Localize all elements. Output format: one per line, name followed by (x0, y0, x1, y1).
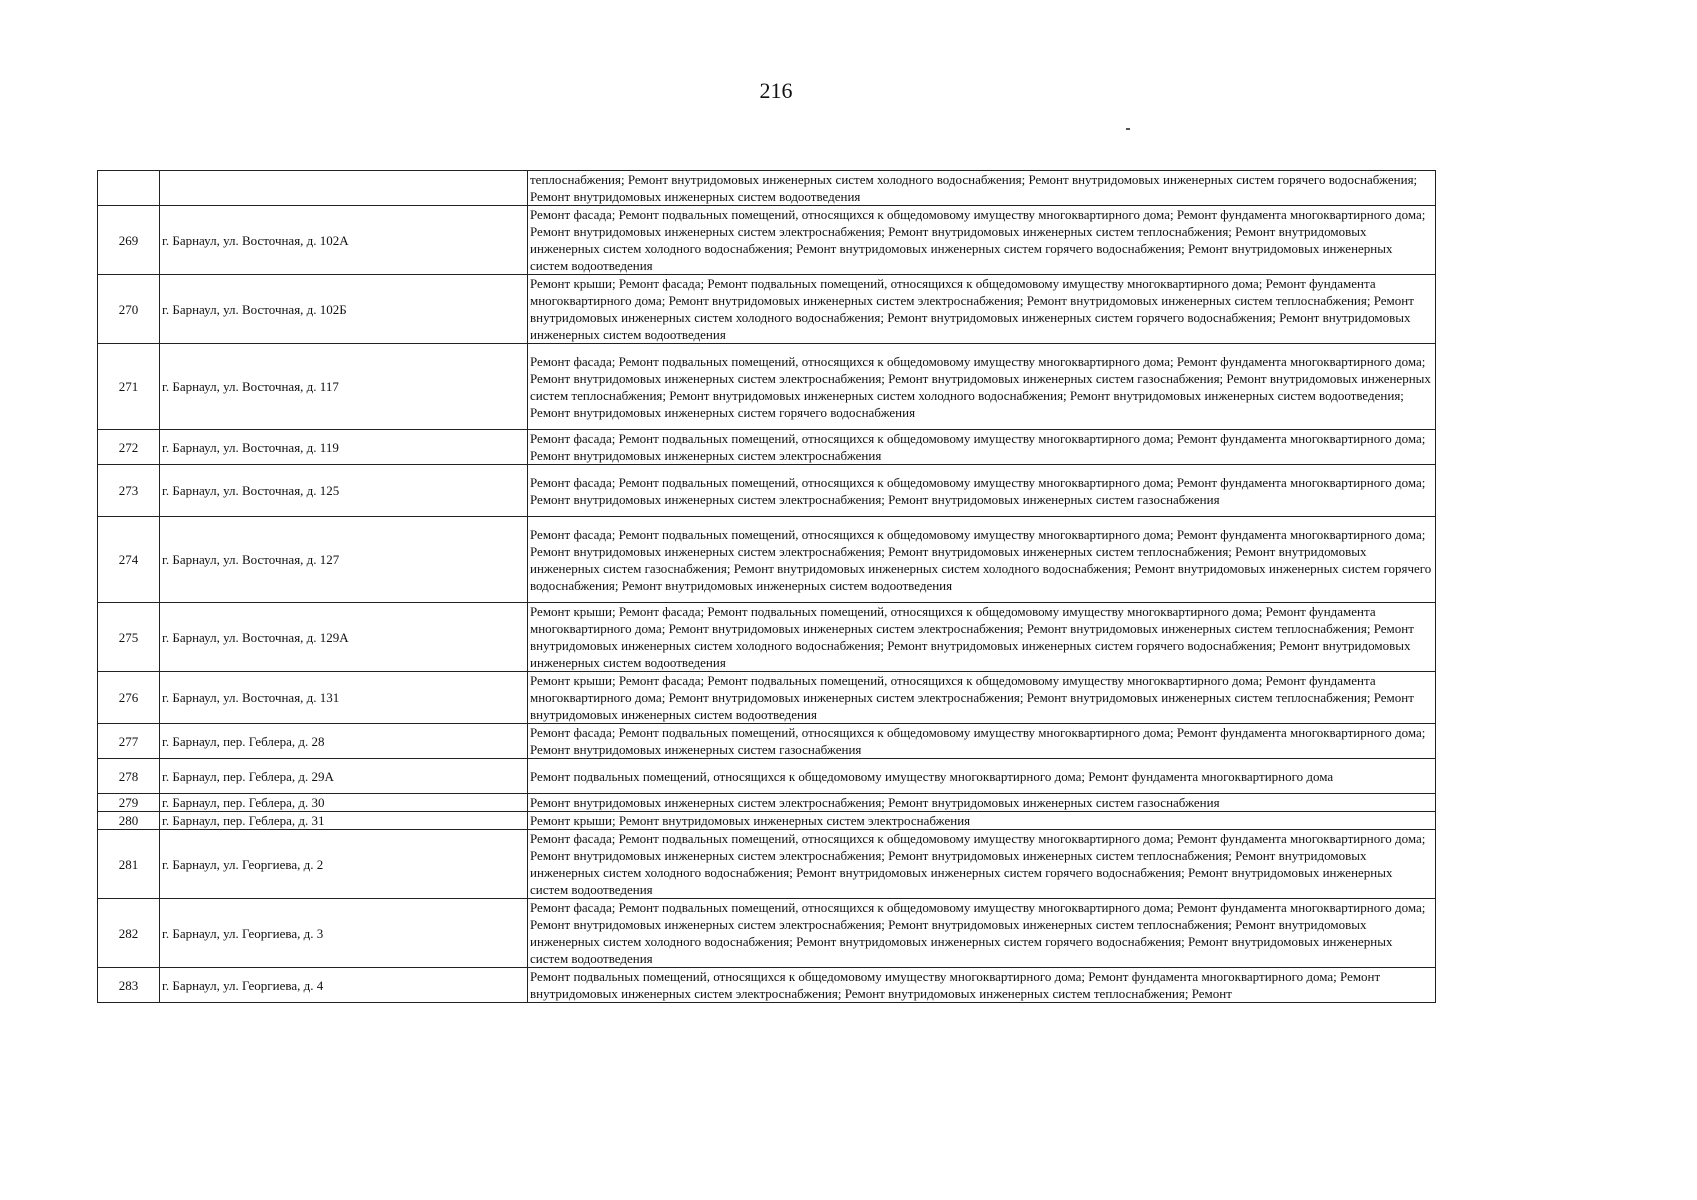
row-address: г. Барнаул, ул. Восточная, д. 119 (160, 430, 528, 465)
row-works: Ремонт фасада; Ремонт подвальных помещений, относящихся к общедомовому имуществу многоквартирного дома; Ремонт фундамента многоквартирного дома; Ремонт внутридомовых инженерных систем электроснабжения; Ремонт внутридомовых инженерных систем газоснабжения (528, 465, 1436, 517)
row-works: теплоснабжения; Ремонт внутридомовых инженерных систем холодного водоснабжения; Ремонт внутридомовых инженерных систем горячего водоснабжения; Ремонт внутридомовых инженерных систем водоотведения (528, 171, 1436, 206)
row-number: 278 (98, 759, 160, 794)
row-number: 276 (98, 672, 160, 724)
row-works: Ремонт фасада; Ремонт подвальных помещений, относящихся к общедомовому имуществу многоквартирного дома; Ремонт фундамента многоквартирного дома; Ремонт внутридомовых инженерных систем электроснабжения; Ремонт внутридомовых инженерных систем теплоснабжения; Ремонт внутридомовых инженерных систем холодного водоснабжения; Ремонт внутридомовых инженерных систем горячего водоснабжения; Ремонт внутридомовых инженерных систем водоотведения (528, 206, 1436, 275)
row-number: 279 (98, 794, 160, 812)
row-works: Ремонт крыши; Ремонт фасада; Ремонт подвальных помещений, относящихся к общедомовому имуществу многоквартирного дома; Ремонт фундамента многоквартирного дома; Ремонт внутридомовых инженерных систем электроснабжения; Ремонт внутридомовых инженерных систем теплоснабжения; Ремонт внутридомовых инженерных систем холодного водоснабжения; Ремонт внутридомовых инженерных систем горячего водоснабжения; Ремонт внутридомовых инженерных систем водоотведения (528, 603, 1436, 672)
table-row (98, 517, 1436, 603)
row-address: г. Барнаул, пер. Геблера, д. 31 (160, 812, 528, 830)
row-number: 269 (98, 206, 160, 275)
repair-register-table (97, 170, 1436, 1003)
row-number: 271 (98, 344, 160, 430)
table-row (98, 430, 1436, 465)
table-row (98, 275, 1436, 344)
row-works: Ремонт фасада; Ремонт подвальных помещений, относящихся к общедомовому имуществу многоквартирного дома; Ремонт фундамента многоквартирного дома; Ремонт внутридомовых инженерных систем электроснабжения (528, 430, 1436, 465)
table-row (98, 899, 1436, 968)
row-number: 273 (98, 465, 160, 517)
row-works: Ремонт подвальных помещений, относящихся к общедомовому имуществу многоквартирного дома; Ремонт фундамента многоквартирного дома (528, 759, 1436, 794)
row-works: Ремонт фасада; Ремонт подвальных помещений, относящихся к общедомовому имуществу многоквартирного дома; Ремонт фундамента многоквартирного дома; Ремонт внутридомовых инженерных систем электроснабжения; Ремонт внутридомовых инженерных систем теплоснабжения; Ремонт внутридомовых инженерных систем холодного водоснабжения; Ремонт внутридомовых инженерных систем горячего водоснабжения; Ремонт внутридомовых инженерных систем водоотведения (528, 830, 1436, 899)
row-address: г. Барнаул, ул. Восточная, д. 102Б (160, 275, 528, 344)
table-row (98, 206, 1436, 275)
row-works: Ремонт крыши; Ремонт фасада; Ремонт подвальных помещений, относящихся к общедомовому имуществу многоквартирного дома; Ремонт фундамента многоквартирного дома; Ремонт внутридомовых инженерных систем электроснабжения; Ремонт внутридомовых инженерных систем теплоснабжения; Ремонт внутридомовых инженерных систем холодного водоснабжения; Ремонт внутридомовых инженерных систем горячего водоснабжения; Ремонт внутридомовых инженерных систем водоотведения (528, 275, 1436, 344)
table-row (98, 171, 1436, 206)
row-address: г. Барнаул, ул. Восточная, д. 127 (160, 517, 528, 603)
page-number: 216 (759, 78, 793, 103)
row-address (160, 171, 528, 206)
row-number: 272 (98, 430, 160, 465)
scan-mark (1126, 128, 1130, 130)
table-row (98, 724, 1436, 759)
row-address: г. Барнаул, ул. Георгиева, д. 2 (160, 830, 528, 899)
row-address: г. Барнаул, ул. Восточная, д. 129А (160, 603, 528, 672)
row-address: г. Барнаул, ул. Восточная, д. 125 (160, 465, 528, 517)
row-number: 274 (98, 517, 160, 603)
row-works: Ремонт крыши; Ремонт внутридомовых инженерных систем электроснабжения (528, 812, 1436, 830)
row-address: г. Барнаул, ул. Георгиева, д. 3 (160, 899, 528, 968)
table-row (98, 603, 1436, 672)
row-address: г. Барнаул, ул. Восточная, д. 102А (160, 206, 528, 275)
table-row (98, 672, 1436, 724)
row-address: г. Барнаул, пер. Геблера, д. 28 (160, 724, 528, 759)
table-row (98, 794, 1436, 812)
row-works: Ремонт фасада; Ремонт подвальных помещений, относящихся к общедомовому имуществу многоквартирного дома; Ремонт фундамента многоквартирного дома; Ремонт внутридомовых инженерных систем газоснабжения (528, 724, 1436, 759)
row-number: 282 (98, 899, 160, 968)
row-works: Ремонт внутридомовых инженерных систем электроснабжения; Ремонт внутридомовых инженерных систем газоснабжения (528, 794, 1436, 812)
row-works: Ремонт фасада; Ремонт подвальных помещений, относящихся к общедомовому имуществу многоквартирного дома; Ремонт фундамента многоквартирного дома; Ремонт внутридомовых инженерных систем электроснабжения; Ремонт внутридомовых инженерных систем газоснабжения; Ремонт внутридомовых инженерных систем теплоснабжения; Ремонт внутридомовых инженерных систем холодного водоснабжения; Ремонт внутридомовых инженерных систем водоотведения; Ремонт внутридомовых инженерных систем горячего водоснабжения (528, 344, 1436, 430)
table-row (98, 344, 1436, 430)
row-works: Ремонт фасада; Ремонт подвальных помещений, относящихся к общедомовому имуществу многоквартирного дома; Ремонт фундамента многоквартирного дома; Ремонт внутридомовых инженерных систем электроснабжения; Ремонт внутридомовых инженерных систем теплоснабжения; Ремонт внутридомовых инженерных систем газоснабжения; Ремонт внутридомовых инженерных систем холодного водоснабжения; Ремонт внутридомовых инженерных систем горячего водоснабжения; Ремонт внутридомовых инженерных систем водоотведения (528, 517, 1436, 603)
row-number: 270 (98, 275, 160, 344)
row-number: 281 (98, 830, 160, 899)
row-works: Ремонт подвальных помещений, относящихся к общедомовому имуществу многоквартирного дома; Ремонт фундамента многоквартирного дома; Ремонт внутридомовых инженерных систем электроснабжения; Ремонт внутридомовых инженерных систем теплоснабжения; Ремонт (528, 968, 1436, 1003)
row-works: Ремонт крыши; Ремонт фасада; Ремонт подвальных помещений, относящихся к общедомовому имуществу многоквартирного дома; Ремонт фундамента многоквартирного дома; Ремонт внутридомовых инженерных систем электроснабжения; Ремонт внутридомовых инженерных систем теплоснабжения; Ремонт внутридомовых инженерных систем водоотведения (528, 672, 1436, 724)
table-row (98, 759, 1436, 794)
table-row (98, 812, 1436, 830)
table-row (98, 830, 1436, 899)
row-address: г. Барнаул, ул. Восточная, д. 117 (160, 344, 528, 430)
table-row (98, 968, 1436, 1003)
row-number (98, 171, 160, 206)
row-address: г. Барнаул, ул. Георгиева, д. 4 (160, 968, 528, 1003)
row-number: 277 (98, 724, 160, 759)
table-row (98, 465, 1436, 517)
row-address: г. Барнаул, пер. Геблера, д. 29А (160, 759, 528, 794)
row-number: 280 (98, 812, 160, 830)
row-number: 275 (98, 603, 160, 672)
row-number: 283 (98, 968, 160, 1003)
row-address: г. Барнаул, пер. Геблера, д. 30 (160, 794, 528, 812)
row-address: г. Барнаул, ул. Восточная, д. 131 (160, 672, 528, 724)
row-works: Ремонт фасада; Ремонт подвальных помещений, относящихся к общедомовому имуществу многоквартирного дома; Ремонт фундамента многоквартирного дома; Ремонт внутридомовых инженерных систем электроснабжения; Ремонт внутридомовых инженерных систем теплоснабжения; Ремонт внутридомовых инженерных систем холодного водоснабжения; Ремонт внутридомовых инженерных систем горячего водоснабжения; Ремонт внутридомовых инженерных систем водоотведения (528, 899, 1436, 968)
